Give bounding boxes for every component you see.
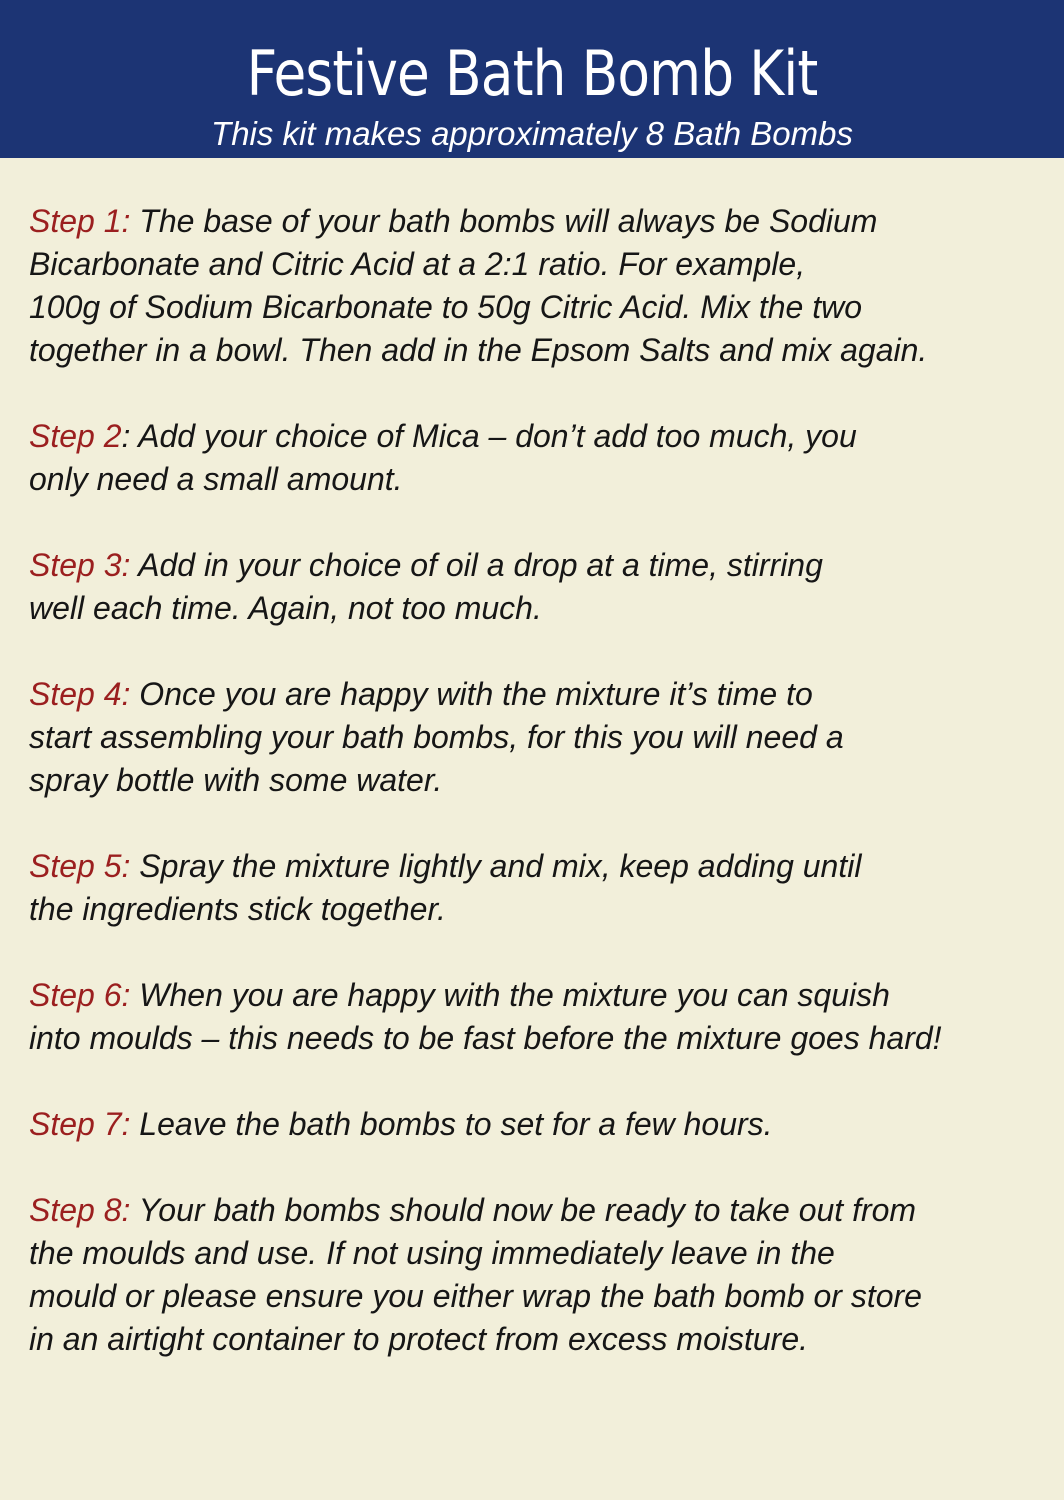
step-4	[29, 673, 1059, 802]
step-text: Your bath bombs should now be ready to take out from the moulds and use. If not using immediately leave in the mould or please ensure you either wrap the bath bomb or store in an airtight container to protect from excess moisture.	[29, 1192, 922, 1357]
step-5	[29, 845, 1059, 931]
step-text: Spray the mixture lightly and mix, keep adding until the ingredients stick together.	[29, 848, 862, 927]
step-6	[29, 974, 1059, 1060]
step-2	[29, 415, 1059, 501]
step-1	[29, 200, 1059, 372]
page-title: Festive Bath Bomb Kit	[246, 37, 818, 110]
header-banner	[0, 0, 1064, 158]
step-label: Step 6:	[29, 977, 131, 1013]
step-label: Step 1:	[29, 203, 131, 239]
page-subtitle: This kit makes approximately 8 Bath Bombs	[211, 115, 853, 152]
step-label: Step 3:	[29, 547, 131, 583]
step-label: Step 8:	[29, 1192, 131, 1228]
step-text: Leave the bath bombs to set for a few hours.	[130, 1106, 773, 1142]
step-text: Add in your choice of oil a drop at a time, stirring well each time. Again, not too much.	[29, 547, 823, 626]
step-text: When you are happy with the mixture you can squish into moulds – this needs to be fast before the mixture goes hard!	[29, 977, 942, 1056]
step-text: The base of your bath bombs will always be Sodium Bicarbonate and Citric Acid at a 2:1 ratio. For example, 100g of Sodium Bicarbonate to 50g Citric Acid. Mix the two together in a bowl. Then add in the Epsom Salts and mix again.	[29, 203, 928, 368]
step-3	[29, 544, 1059, 630]
step-8	[29, 1189, 1059, 1361]
step-label: Step 2	[29, 418, 122, 454]
step-text: Once you are happy with the mixture it’s time to start assembling your bath bombs, for this you will need a spray bottle with some water.	[29, 676, 844, 798]
step-label: Step 7:	[29, 1106, 131, 1142]
step-label: Step 5:	[29, 848, 131, 884]
step-label: Step 4:	[29, 676, 131, 712]
step-7	[29, 1103, 1059, 1146]
step-text: : Add your choice of Mica – don’t add too much, you only need a small amount.	[29, 418, 857, 497]
